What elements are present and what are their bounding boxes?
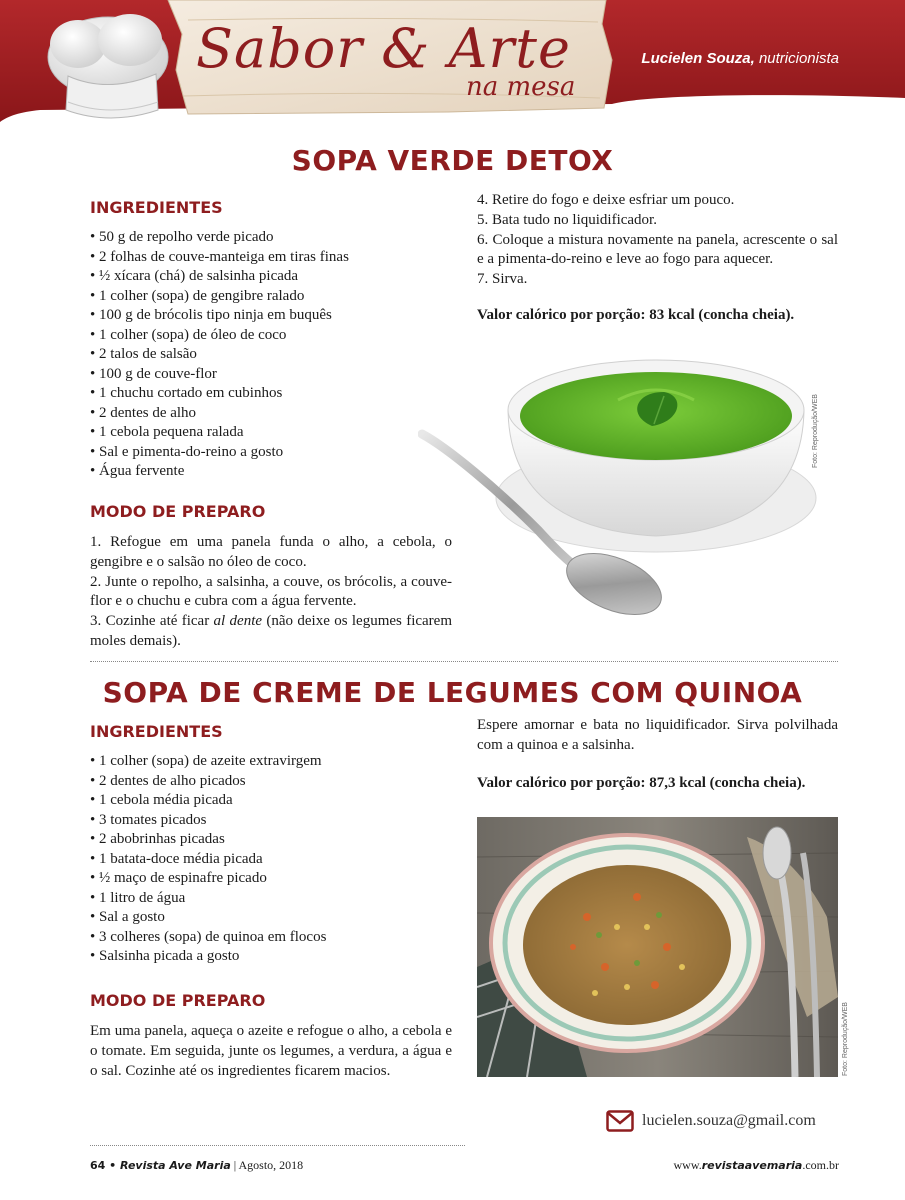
ingredient-item: • 1 chuchu cortado em cubinhos	[90, 385, 283, 401]
recipe1-step-1: 1. Refogue em uma panela funda o alho, a cebola, o gengibre e o salsão no óleo de coco.	[90, 534, 452, 570]
recipe2-calories: Valor calórico por porção: 87,3 kcal (concha cheia).	[477, 775, 806, 791]
footer-divider	[90, 1145, 465, 1146]
recipe2-method-right: Espere amornar e bata no liquidificador. Sirva polvilhada com a quinoa e a salsinha.	[477, 717, 838, 753]
envelope-icon	[606, 1110, 634, 1132]
email-address[interactable]: lucielen.souza@gmail.com	[642, 1112, 816, 1129]
ingredient-item: • 3 colheres (sopa) de quinoa em flocos	[90, 928, 327, 945]
website-link[interactable]	[674, 1158, 840, 1173]
url-domain: revistaavemaria	[701, 1159, 803, 1172]
ingredient-item: • 2 folhas de couve-manteiga em tiras finas	[90, 248, 349, 265]
recipe1-step-3-em: al dente	[213, 613, 263, 630]
ingredient-item: • 3 tomates picados	[90, 811, 207, 828]
author-role: nutricionista	[754, 50, 839, 67]
recipe1-title: SOPA VERDE DETOX	[291, 144, 614, 177]
url-suffix: .com.br	[802, 1158, 839, 1172]
ingredient-item: • 1 colher (sopa) de gengibre ralado	[90, 287, 305, 304]
ingredient-item: • Água fervente	[90, 463, 185, 479]
ingredient-item: • 100 g de couve-flor	[90, 365, 217, 382]
author-name: Lucielen Souza,	[641, 50, 755, 67]
footer-left	[90, 1158, 303, 1173]
url-prefix: www.	[673, 1158, 702, 1172]
recipe2-ingredients-heading: INGREDIENTES	[90, 722, 223, 741]
ingredient-item: • Sal a gosto	[90, 909, 165, 925]
recipe2-photo-credit: Foto: Reprodução/WEB	[842, 1002, 849, 1076]
recipe1-step-3	[90, 612, 452, 652]
ingredient-item: • ½ maço de espinafre picado	[90, 870, 267, 886]
footer-separator: •	[105, 1159, 121, 1172]
ingredient-item: • ½ xícara (chá) de salsinha picada	[90, 268, 299, 284]
ingredient-item: • 1 cebola média picada	[90, 792, 233, 808]
chef-hat-icon	[38, 2, 188, 132]
ingredient-item: • 2 dentes de alho	[90, 404, 197, 421]
ingredient-item: • Salsinha picada a gosto	[90, 948, 240, 964]
section-divider	[90, 661, 838, 662]
recipe1-method-left	[90, 533, 452, 652]
recipe1-ingredients-list	[90, 228, 349, 482]
footer-bar: |	[230, 1158, 239, 1172]
logo-title: Sabor & Arte	[196, 17, 571, 80]
ingredient-item: • Sal e pimenta-do-reino a gosto	[90, 443, 284, 460]
recipe1-ingredients-heading: INGREDIENTES	[90, 198, 223, 217]
ingredient-item: • 50 g de repolho verde picado	[90, 229, 274, 245]
page-number: 64	[90, 1159, 106, 1172]
green-soup-photo	[418, 340, 818, 640]
ingredient-item: • 2 abobrinhas picadas	[90, 831, 225, 847]
magazine-name: Revista Ave Maria	[120, 1159, 231, 1172]
ingredient-item: • 100 g de brócolis tipo ninja em buquês	[90, 307, 332, 323]
ingredient-item: • 1 colher (sopa) de óleo de coco	[90, 326, 287, 343]
quinoa-soup-photo	[477, 817, 838, 1077]
logo-subtitle: na mesa	[466, 72, 576, 102]
issue-date: Agosto, 2018	[238, 1158, 304, 1172]
recipe1-method-heading: MODO DE PREPARO	[90, 502, 266, 521]
recipe1-step-5: 5. Bata tudo no liquidificador.	[477, 211, 657, 228]
ingredient-item: • 1 batata-doce média picada	[90, 850, 263, 867]
ingredient-item: • 1 cebola pequena ralada	[90, 424, 244, 440]
recipe1-step-2: 2. Junte o repolho, a salsinha, a couve, os brócolis, a couve-flor e o chuchu e cubra com a água fervente.	[90, 573, 452, 610]
header-banner	[0, 0, 905, 122]
author-line	[641, 50, 839, 67]
recipe2-ingredients-list	[90, 752, 326, 967]
recipe1-method-right	[477, 191, 838, 290]
recipe2-title: SOPA DE CREME DE LEGUMES COM QUINOA	[102, 676, 803, 709]
recipe1-step-7: 7. Sirva.	[477, 271, 528, 288]
ingredient-item: • 2 talos de salsão	[90, 346, 197, 362]
recipe1-step-3-a: 3. Cozinhe até ficar	[90, 613, 214, 630]
recipe1-calories: Valor calórico por porção: 83 kcal (concha cheia).	[477, 307, 795, 323]
ingredient-item: • 1 litro de água	[90, 889, 186, 906]
ingredient-item: • 1 colher (sopa) de azeite extravirgem	[90, 753, 322, 769]
recipe1-step-4: 4. Retire do fogo e deixe esfriar um pouco.	[477, 192, 735, 208]
email-contact[interactable]	[606, 1108, 816, 1134]
recipe2-method-left: Em uma panela, aqueça o azeite e refogue o alho, a cebola e o tomate. Em seguida, junte os legumes, a verdura, a água e o sal. Cozinhe até os ingredientes ficarem macios.	[90, 1023, 452, 1079]
ingredient-item: • 2 dentes de alho picados	[90, 772, 246, 789]
recipe1-step-6: 6. Coloque a mistura novamente na panela, acrescente o sal e a pimenta-do-reino e leve ao fogo para aquecer.	[477, 231, 838, 268]
recipe2-method-heading: MODO DE PREPARO	[90, 991, 266, 1010]
recipe1-photo-credit: Foto: Reprodução/WEB	[812, 394, 819, 468]
recipe1-step-3-b: (não deixe os legumes ficarem moles demais).	[90, 613, 452, 649]
